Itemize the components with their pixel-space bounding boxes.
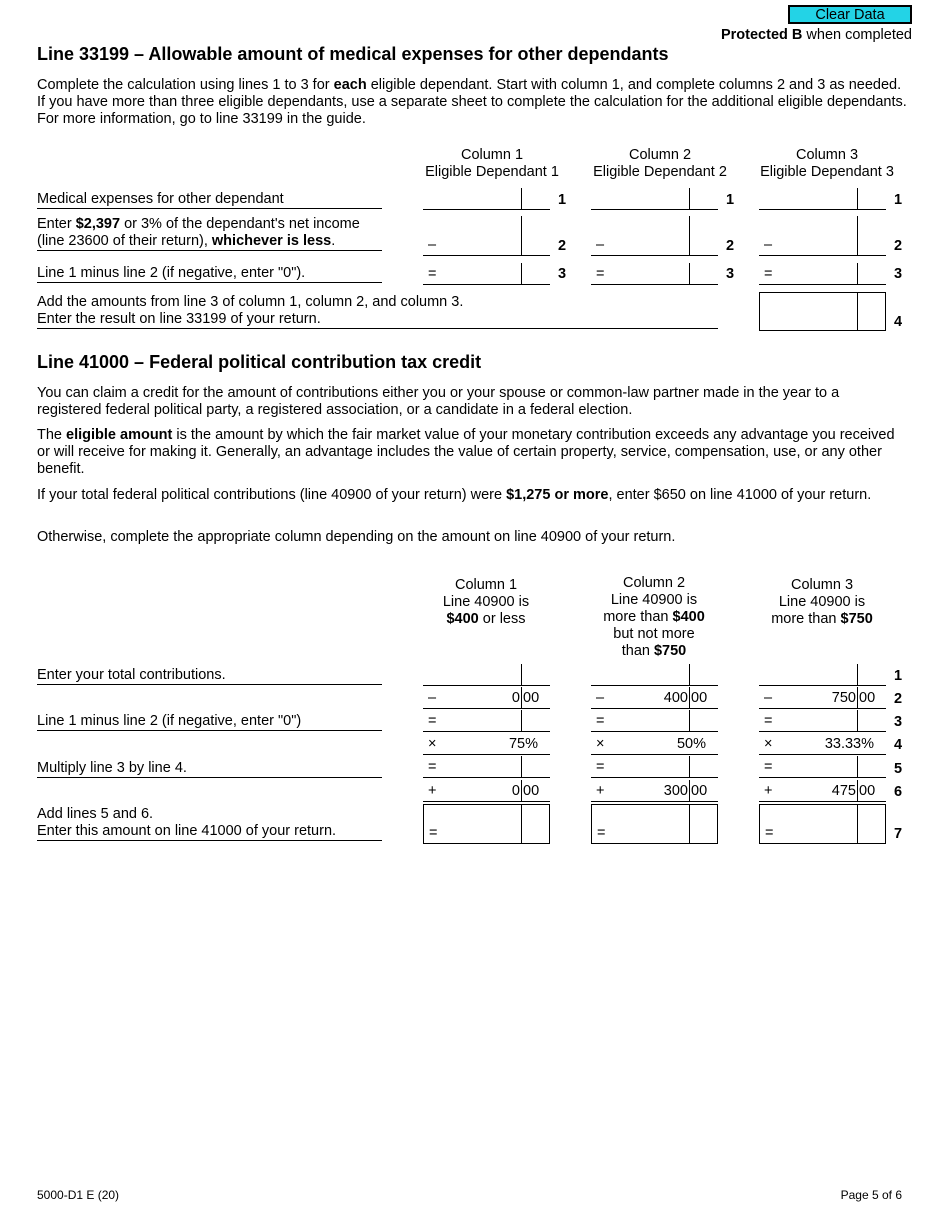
s1-line-2-label: Enter $2,397 or 3% of the dependant's net income (line 23600 of their return), whichever is less. — [37, 216, 382, 251]
s1-col2-line2-input[interactable]: – — [591, 216, 718, 256]
s2-col2-line1-input[interactable] — [591, 664, 718, 686]
s2-col1-line3-input[interactable]: = — [423, 710, 550, 732]
line-number: 3 — [894, 714, 903, 730]
section-title-33199: Line 33199 – Allowable amount of medical expenses for other dependants — [37, 44, 669, 64]
s1-col2-line3-input[interactable]: = — [591, 263, 718, 285]
s2-col3-line4-rate: × 33.33% — [759, 733, 886, 755]
s1-col1-line3-input[interactable]: = — [423, 263, 550, 285]
s2-col3-line7-total-input[interactable]: = — [759, 804, 886, 844]
s1-line-4-label: Add the amounts from line 3 of column 1, column 2, and column 3. Enter the result on line 33199 of your return. — [37, 294, 718, 329]
line-number: 3 — [894, 266, 903, 282]
line-number: 1 — [894, 668, 903, 684]
line-number: 7 — [894, 826, 903, 842]
s2-col3-line2-value: – 750 00 — [759, 687, 886, 709]
s2-col2-line5-input[interactable]: = — [591, 756, 718, 778]
section-41000-para-4: Otherwise, complete the appropriate column depending on the amount on line 40900 of your return. — [37, 529, 676, 545]
s1-line4-total-input[interactable] — [759, 292, 886, 331]
s1-line-3-label: Line 1 minus line 2 (if negative, enter "0"). — [37, 265, 382, 283]
s1-col3-line3-input[interactable]: = — [759, 263, 886, 285]
s1-line-1-label: Medical expenses for other dependant — [37, 191, 382, 209]
s2-col1-line4-rate: × 75% — [423, 733, 550, 755]
s2-column-3-header: Column 3 Line 40900 is more than $750 — [771, 577, 873, 627]
line-number: 4 — [894, 314, 903, 330]
s2-col2-line3-input[interactable]: = — [591, 710, 718, 732]
line-number: 3 — [726, 266, 735, 282]
page-number: Page 5 of 6 — [840, 1188, 902, 1202]
line-number: 2 — [894, 238, 903, 254]
s2-col2-line6-value: + 300 00 — [591, 780, 718, 802]
line-number: 2 — [726, 238, 735, 254]
form-id: 5000-D1 E (20) — [37, 1188, 120, 1202]
s2-col1-line2-value: – 0 00 — [423, 687, 550, 709]
section-41000-para-1: You can claim a credit for the amount of contributions either you or your spouse or common-law partner made in the year to a registered federal political party, a registered association, or a candidate in a federal election. — [37, 385, 840, 418]
s2-col3-line3-input[interactable]: = — [759, 710, 886, 732]
line-number: 1 — [894, 192, 903, 208]
s1-column-2-header: Column 2 Eligible Dependant 2 — [593, 147, 727, 180]
s1-col1-line2-input[interactable]: – — [423, 216, 550, 256]
s2-col2-line4-rate: × 50% — [591, 733, 718, 755]
s1-column-1-header: Column 1 Eligible Dependant 1 — [425, 147, 559, 180]
s2-col3-line1-input[interactable] — [759, 664, 886, 686]
s2-line-3-label: Line 1 minus line 2 (if negative, enter "0") — [37, 713, 382, 731]
s2-line-7-label: Add lines 5 and 6. Enter this amount on line 41000 of your return. — [37, 806, 382, 841]
s2-line-1-label: Enter your total contributions. — [37, 667, 382, 685]
s2-col1-line5-input[interactable]: = — [423, 756, 550, 778]
protected-b-notice: Protected B when completed — [720, 27, 912, 43]
s2-line-5-label: Multiply line 3 by line 4. — [37, 760, 382, 778]
s1-col3-line2-input[interactable]: – — [759, 216, 886, 256]
section-title-41000: Line 41000 – Federal political contribution tax credit — [37, 352, 482, 372]
s2-column-2-header: Column 2 Line 40900 is more than $400 but not more than $750 — [603, 575, 705, 659]
s2-col2-line7-total-input[interactable]: = — [591, 804, 718, 844]
s1-col3-line1-input[interactable] — [759, 188, 886, 210]
s1-col2-line1-input[interactable] — [591, 188, 718, 210]
s2-col2-line2-value: – 400 00 — [591, 687, 718, 709]
s2-col3-line6-value: + 475 00 — [759, 780, 886, 802]
section-41000-para-3: If your total federal political contributions (line 40900 of your return) were $1,275 or more, enter $650 on line 41000 of your return. — [37, 487, 872, 503]
s2-col1-line1-input[interactable] — [423, 664, 550, 686]
line-number: 5 — [894, 761, 903, 777]
line-number: 1 — [558, 192, 567, 208]
s1-column-3-header: Column 3 Eligible Dependant 3 — [760, 147, 894, 180]
s2-column-1-header: Column 1 Line 40900 is $400 or less — [442, 577, 530, 627]
section-33199-intro: Complete the calculation using lines 1 to 3 for each eligible dependant. Start with column 1, and complete columns 2 and 3 as needed. If you have more than three eligible dependants, use a separate sheet to complete the calculation for the additional eligible dependants. For more information, go to line 33199 in the guide. — [37, 77, 907, 127]
line-number: 1 — [726, 192, 735, 208]
clear-data-button[interactable]: Clear Data — [788, 5, 912, 24]
s2-col1-line7-total-input[interactable]: = — [423, 804, 550, 844]
line-number: 2 — [558, 238, 567, 254]
s1-col1-line1-input[interactable] — [423, 188, 550, 210]
line-number: 3 — [558, 266, 567, 282]
line-number: 2 — [894, 691, 903, 707]
line-number: 6 — [894, 784, 903, 800]
s2-col1-line6-value: + 0 00 — [423, 780, 550, 802]
line-number: 4 — [894, 737, 903, 753]
s2-col3-line5-input[interactable]: = — [759, 756, 886, 778]
section-41000-para-2: The eligible amount is the amount by which the fair market value of your monetary contribution exceeds any advantage you received or will receive for making it. Generally, an advantage includes the value of certain property, service, compensation, use, or any other benefit. — [37, 427, 895, 477]
